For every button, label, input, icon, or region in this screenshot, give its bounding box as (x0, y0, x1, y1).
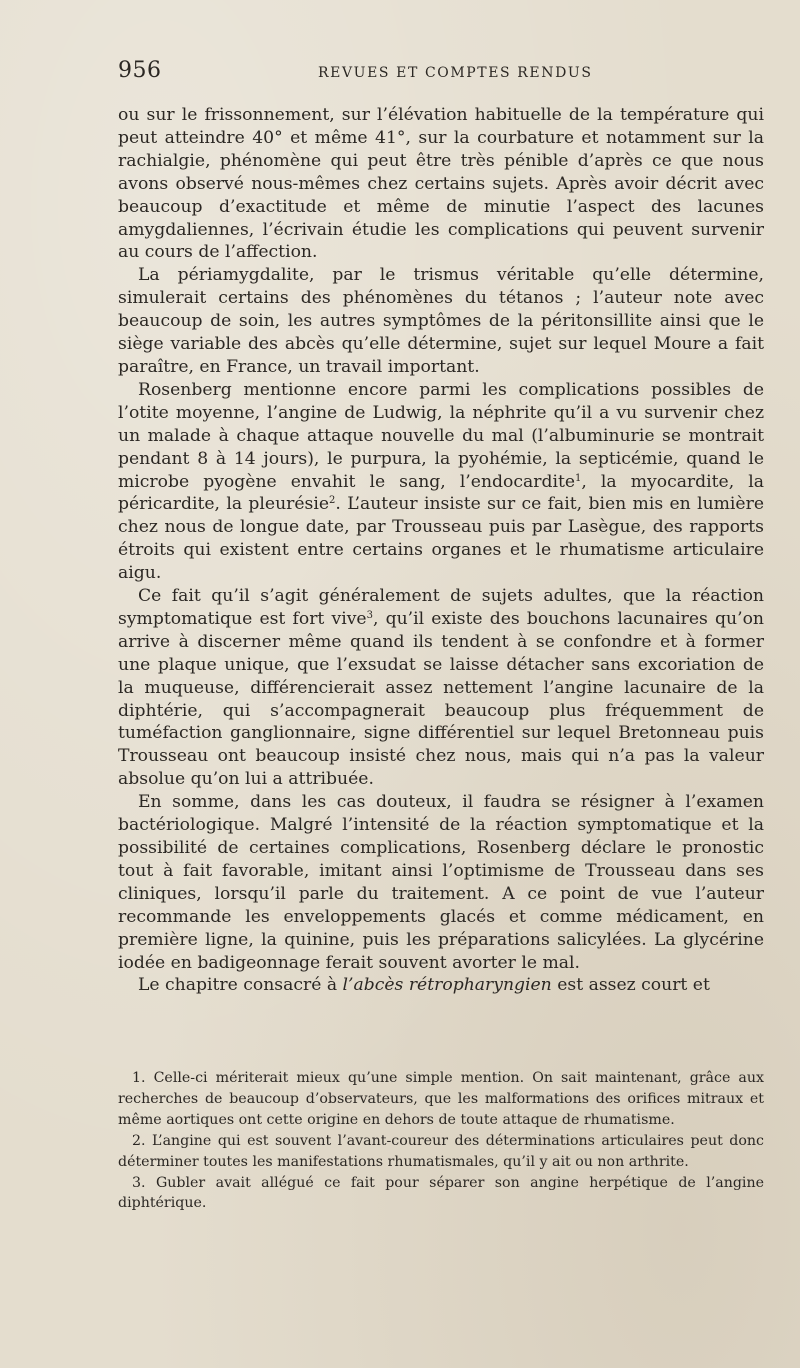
paragraph-3-part-a: Rosenberg mentionne encore parmi les complications possibles de l’otite moyenne, l’angine de Ludwig, la néphrite qu’il a vu survenir chez un malade à chaque attaque nouvelle du mal (l’albuminurie se montrait pendant 8 à 14 jours), le purpura, la pyohémie, la septicémie, quand le microbe pyogène envahit le sang, l’endocardite (118, 379, 764, 492)
paragraph-6-part-a: Le chapitre consacré à (138, 975, 343, 996)
footnote-1: 1. Celle-ci mériterait mieux qu’une simple mention. On sait maintenant, grâce aux recherches de beaucoup d’observateurs, que les malformations des orifices mitraux et même aortiques ont cette origine en dehors de toute attaque de rhumatisme. (118, 1070, 764, 1128)
paragraph-4-part-a: Ce fait qu’il s’agit généralement de sujets adultes, que la réaction symptomatique est fort vive (118, 586, 764, 629)
footnote-ref-2: 2 (329, 495, 336, 507)
footnote-ref-3: 3 (366, 609, 373, 621)
footnotes (118, 1068, 764, 1214)
paragraph-4 (118, 585, 764, 791)
body-text (118, 104, 764, 997)
footnote-3: 3. Gubler avait allégué ce fait pour séparer son angine herpétique de l’angine diphtérique. (118, 1174, 764, 1212)
paragraph-4-part-b: , qu’il existe des bouchons lacunaires qu’on arrive à discerner même quand ils tendent à se confondre et à former une plaque unique, que l’exsudat se laisse détacher sans excoriation de la muqueuse, différencierait assez nettement l’angine lacunaire de la diphtérie, qui s’accompagnerait beaucoup plus fréquemment de tuméfaction ganglionnaire, signe différentiel sur lequel Bretonneau puis Trousseau ont beaucoup insisté chez nous, mais qui n’a pas la valeur absolue qu’on lui a attribuée. (118, 608, 764, 790)
paragraph-3 (118, 379, 764, 585)
paragraph-3-part-c: . L’auteur insiste sur ce fait, bien mis en lumière chez nous de longue date, par Trousseau puis par Lasègue, des rapports étroits qui existent entre certains organes et le rhumatisme articulaire aigu. (118, 494, 764, 584)
footnote-2: 2. L’angine qui est souvent l’avant-coureur des déterminations articulaires peut donc déterminer toutes les manifestations rhumatismales, qu’il y ait ou non arthrite. (118, 1132, 764, 1170)
paragraph-6-part-b: est assez court et (551, 975, 710, 996)
paragraph-2: La périamygdalite, par le trismus véritable qu’elle détermine, simulerait certains des phénomènes du tétanos ; l’auteur note avec beaucoup de soin, les autres symptômes de la péritonsillite ainsi que le siège variable des abcès qu’elle détermine, sujet sur lequel Moure a fait paraître, en France, un travail important. (118, 265, 764, 377)
page-number: 956 (118, 58, 162, 83)
paragraph-3-part-b: , la myocardite, la péricardite, la pleurésie (118, 471, 764, 515)
italic-term: l’abcès rétropharyngien (342, 975, 552, 996)
footnote-ref-1: 1 (575, 472, 582, 484)
paragraph-6 (118, 974, 764, 997)
paragraph-5: En somme, dans les cas douteux, il faudra se résigner à l’examen bactériologique. Malgré l’intensité de la réaction symptomatique et la possibilité de certaines complications, Rosenberg déclare le pronostic tout à fait favorable, imitant ainsi l’optimisme de Trousseau dans ses cliniques, lorsqu’il parle du traitement. A ce point de vue l’auteur recommande les enveloppements glacés et comme médicament, en première ligne, la quinine, puis les préparations salicylées. La glycérine iodée en badigeonnage ferait souvent avorter le mal. (118, 792, 764, 973)
page-header (118, 58, 764, 88)
paragraph-1: ou sur le frissonnement, sur l’élévation habituelle de la température qui peut atteindre 40° et même 41°, sur la courbature et notamment sur la rachialgie, phénomène qui peut être très pénible d’après ce que nous avons observé nous-mêmes chez certains sujets. Après avoir décrit avec beaucoup d’exactitude et même de minutie l’aspect des lacunes amygdaliennes, l’écrivain étudie les complications qui peuvent survenir au cours de l’affection. (118, 105, 764, 263)
running-head: REVUES ET COMPTES RENDUS (318, 65, 593, 81)
